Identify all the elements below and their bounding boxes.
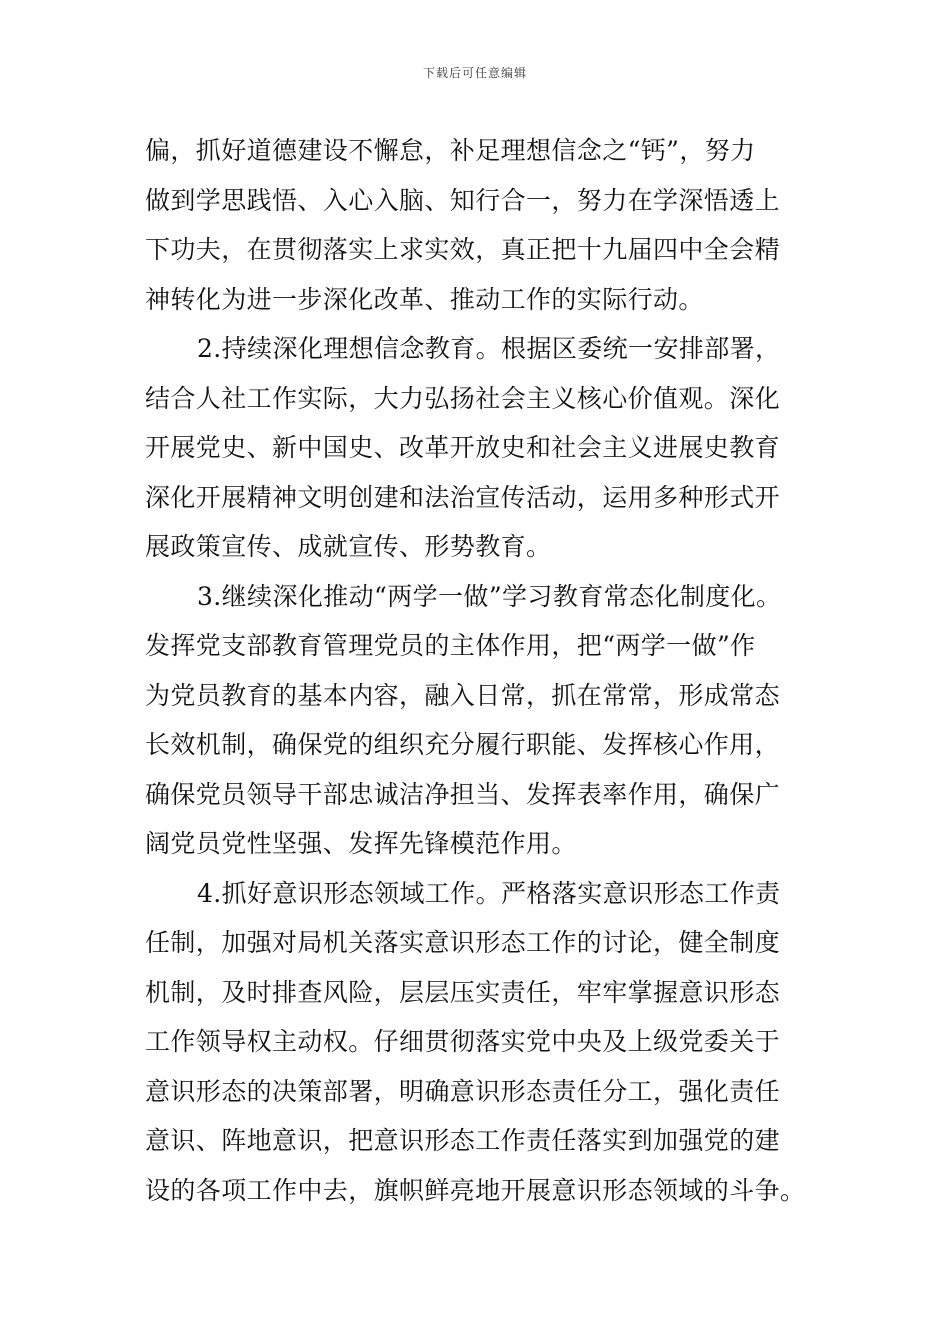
text-line: 神转化为进一步深化改革、推动工作的实际行动。 xyxy=(145,284,704,314)
text-line: 确保党员领导干部忠诚洁净担当、发挥表率作用，确保广 xyxy=(145,779,781,809)
text-line: 阔党员党性坚强、发挥先锋模范作用。 xyxy=(145,829,577,858)
text-line: 3.继续深化推动“两学一做”学习教育常态化制度化。 xyxy=(197,581,782,611)
page-header: 下载后可任意编辑 xyxy=(422,66,527,80)
text-line: 工作领导权主动权。仔细贯彻落实党中央及上级党委关于 xyxy=(145,1027,781,1056)
text-line: 任制，加强对局机关落实意识形态工作的讨论，健全制度 xyxy=(145,928,781,957)
text-line: 设的各项工作中去，旗帜鲜亮地开展意识形态领域的斗争。 xyxy=(145,1175,806,1205)
text-line: 意识、阵地意识，把意识形态工作责任落实到加强党的建 xyxy=(145,1126,781,1155)
text-line: 下功夫，在贯彻落实上求实效，真正把十九届四中全会精 xyxy=(145,235,781,264)
text-line: 意识形态的决策部署，明确意识形态责任分工，强化责任 xyxy=(145,1076,781,1106)
text-line: 为党员教育的基本内容，融入日常，抓在常常，形成常态 xyxy=(145,680,781,710)
text-line: 2.持续深化理想信念教育。根据区委统一安排部署， xyxy=(197,334,781,363)
text-line: 机制，及时排查风险，层层压实责任，牢牢掌握意识形态 xyxy=(145,977,781,1007)
text-line: 做到学思践悟、入心入脑、知行合一，努力在学深悟透上 xyxy=(145,185,781,215)
text-line: 偏，抓好道德建设不懈怠，补足理想信念之“钙”，努力 xyxy=(145,136,756,165)
text-line: 长效机制，确保党的组织充分履行职能、发挥核心作用， xyxy=(145,730,781,759)
text-line: 发挥党支部教育管理党员的主体作用，把“两学一做”作 xyxy=(145,631,756,660)
document-body xyxy=(145,126,810,1215)
text-line: 结合人社工作实际，大力弘扬社会主义核心价值观。深化 xyxy=(145,383,781,413)
text-line: 深化开展精神文明创建和法治宣传活动，运用多种形式开 xyxy=(145,482,781,512)
text-line: 4.抓好意识形态领域工作。严格落实意识形态工作责 xyxy=(197,878,781,908)
text-line: 开展党史、新中国史、改革开放史和社会主义进展史教育 xyxy=(145,433,781,462)
text-line: 展政策宣传、成就宣传、形势教育。 xyxy=(145,532,552,561)
